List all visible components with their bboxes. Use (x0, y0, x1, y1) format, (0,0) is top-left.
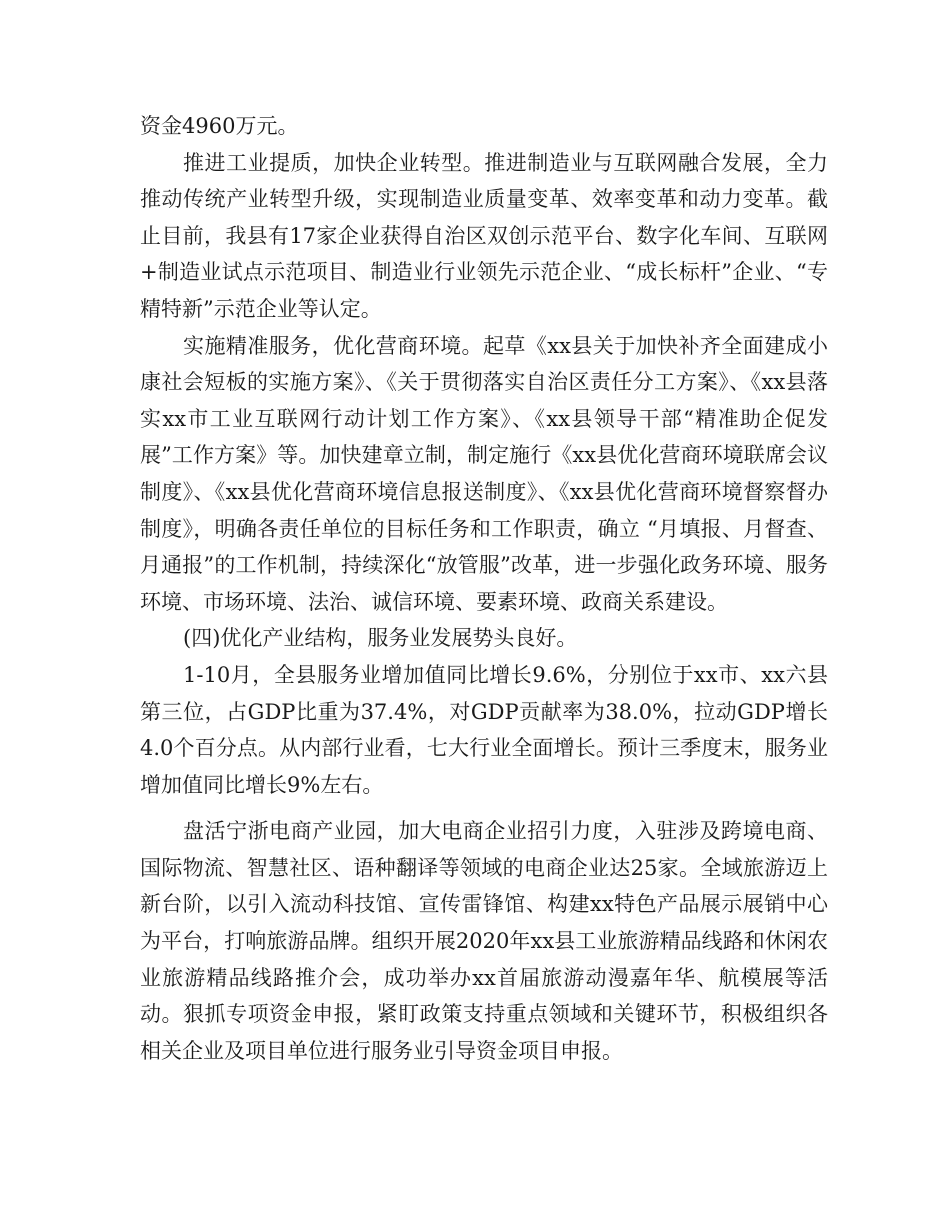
section-heading-4: (四)优化产业结构，服务业发展势头良好。 (183, 626, 578, 651)
paragraph-3: 实施精准服务，优化营商环境。起草《xx县关于加快补齐全面建成小康社会短板的实施方案》、《关于贯彻落实自治区责任分工方案》、《xx县落实xx市工业互联网行动计划工作方案》、《xx县领导干部“精准助企促发展”工作方案》等。加快建章立制，制定施行《xx县优化营商环境联席会议制度》、《xx县优化营商环境信息报送制度》、《xx县优化营商环境督察督办制度》，明确各责任单位的目标任务和工作职责，确立 “月填报、月督查、月通报”的工作机制，持续深化“放管服”改革，进一步强化政务环境、服务环境、市场环境、法治、诚信环境、要素环境、政商关系建设。 (140, 333, 828, 614)
paragraph-6: 盘活宁浙电商产业园，加大电商企业招引力度，入驻涉及跨境电商、国际物流、智慧社区、语种翻译等领域的电商企业达25家。全域旅游迈上新台阶，以引入流动科技馆、宣传雷锋馆、构建xx特色产品展示展销中心为平台，打响旅游品牌。组织开展2020年xx县工业旅游精品线路和休闲农业旅游精品线路推介会，成功举办xx首届旅游动漫嘉年华、航模展等活动。狠抓专项资金申报，紧盯政策支持重点领域和关键环节，积极组织各相关企业及项目单位进行服务业引导资金项目申报。 (140, 819, 828, 1063)
document-page (140, 108, 828, 1069)
paragraph-1: 资金4960万元。 (140, 114, 299, 138)
paragraph-2: 推进工业提质，加快企业转型。推进制造业与互联网融合发展，全力推动传统产业转型升级，实现制造业质量变革、效率变革和动力变革。截止目前，我县有17家企业获得自治区双创示范平台、数字化车间、互联网+制造业试点示范项目、制造业行业领先示范企业、“成长标杆”企业、“专精特新”示范企业等认定。 (140, 150, 828, 321)
paragraph-5: 1-10月，全县服务业增加值同比增长9.6%，分别位于xx市、xx六县第三位，占GDP比重为37.4%，对GDP贡献率为38.0%，拉动GDP增长4.0个百分点。从内部行业看，七大行业全面增长。预计三季度末，服务业增加值同比增长9%左右。 (140, 662, 828, 797)
